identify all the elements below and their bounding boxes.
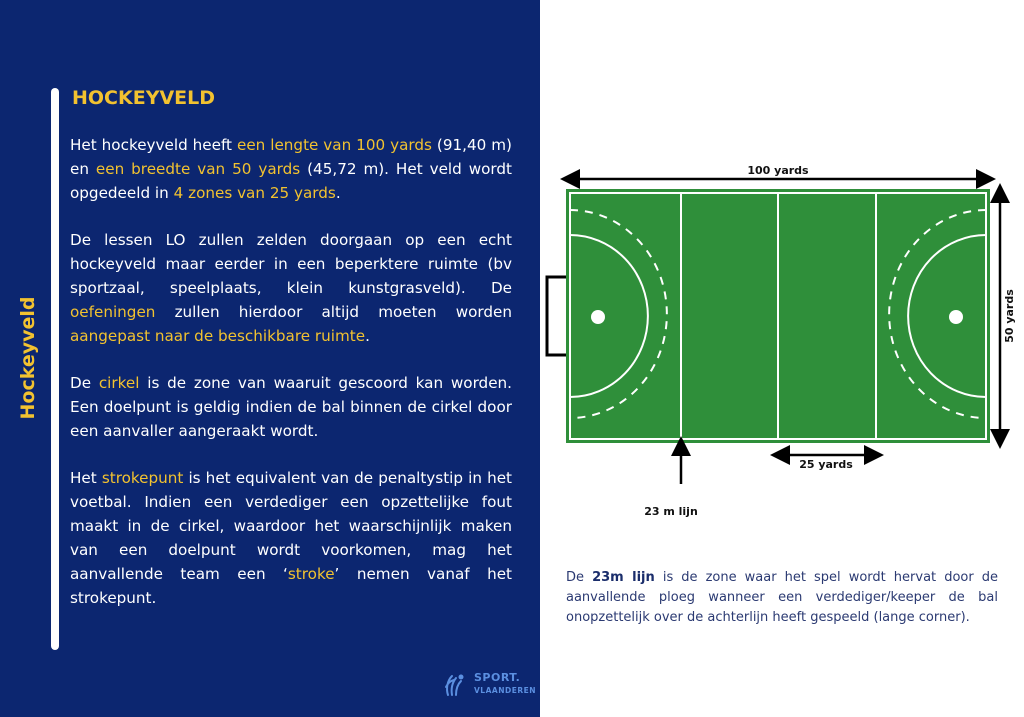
width-label: 50 yards — [1003, 289, 1016, 343]
stroke-spot-left — [591, 310, 605, 324]
logo-text-vlaanderen: VLAANDEREN — [474, 686, 536, 695]
hockey-field-diagram — [540, 150, 1024, 530]
paragraph-strokepoint: Het strokepunt is het equivalent van de penaltystip in het voetbal. Indien een verdediger een opzettelijke fout maakt in de cirkel, waardoor het waarschijnlijk maken van een doelpunt wordt voorkomen, mag het aanvallende team een ‘stroke’ nemen vanaf het strokepunt. — [70, 469, 513, 607]
vertical-divider-bar — [51, 88, 59, 650]
caption-23m-line: De 23m lijn is de zone waar het spel wordt hervat door de aanvallende ploeg wanneer een verdediger/keeper de bal onopzettelijk over de achterlijn heeft gespeeld (lange corner). — [566, 570, 998, 625]
paragraph-circle: De cirkel is de zone van waaruit gescoord kan worden. Een doelpunt is geldig indien de bal binnen de cirkel door een aanvaller aangeraakt wordt. — [70, 374, 512, 440]
line-23m-label: 23 m lijn — [644, 505, 698, 518]
lion-icon — [442, 671, 468, 699]
paragraph-dimensions: Het hockeyveld heeft een lengte van 100 yards (91,40 m) en een breedte van 50 yards (45,72 m). Het veld wordt opgedeeld in 4 zones van 25 yards. — [70, 136, 512, 202]
logo-text-sport: SPORT. — [474, 671, 521, 684]
length-label: 100 yards — [747, 164, 809, 177]
stroke-spot-right — [949, 310, 963, 324]
zone-width-label: 25 yards — [799, 458, 853, 471]
goal-left — [547, 277, 566, 355]
paragraph-lessons: De lessen LO zullen zelden doorgaan op een echt hockeyveld maar eerder in een beperktere ruimte (bv sportzaal, speelplaats, klein kunstgrasveld). De oefeningen zullen hierdoor altijd moeten worden aangepast naar de beschikbare ruimte. — [70, 231, 512, 345]
page-title: HOCKEYVELD — [72, 87, 216, 109]
vertical-title: Hockeyveld — [17, 296, 39, 420]
sport-vlaanderen-logo — [442, 671, 536, 703]
